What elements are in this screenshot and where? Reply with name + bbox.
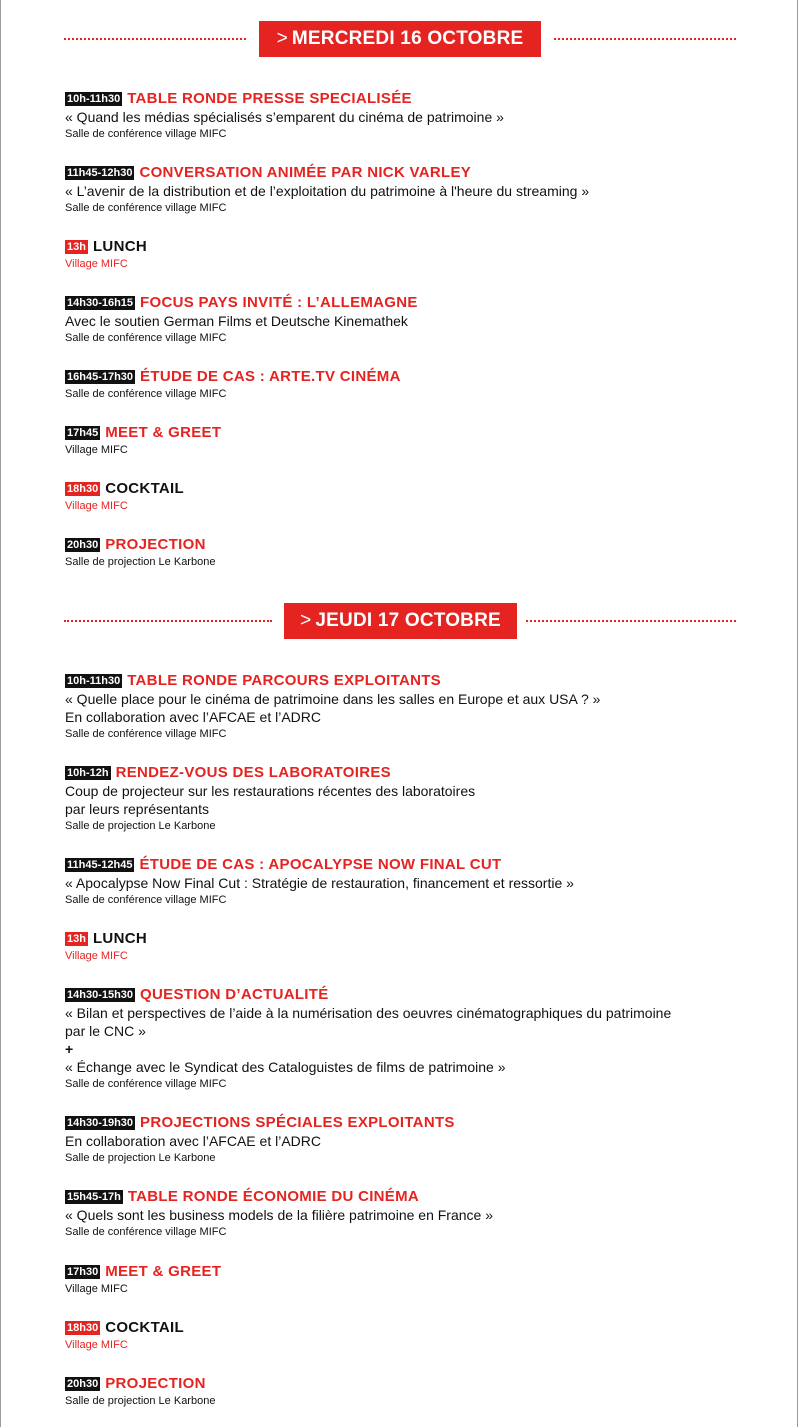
event-description: « L’avenir de la distribution et de l’exploitation du patrimoine à l'heure du streaming »: [65, 183, 590, 199]
event-location: Salle de conférence village MIFC: [65, 128, 227, 140]
event-location: Salle de projection Le Karbone: [65, 556, 216, 568]
event-description: Avec le soutien German Films et Deutsche Kinemathek: [65, 313, 408, 329]
schedule-item: [65, 89, 735, 142]
schedule-item: [65, 1374, 735, 1409]
dotted-rule-left: [64, 38, 246, 40]
event-description: En collaboration avec l’AFCAE et l’ADRC: [65, 709, 321, 725]
event-location: Salle de conférence village MIFC: [65, 332, 227, 344]
event-location: Salle de conférence village MIFC: [65, 1226, 227, 1238]
event-location: Village MIFC: [65, 258, 128, 270]
event-title: COCKTAIL: [105, 480, 184, 497]
event-description: « Quelle place pour le cinéma de patrimoine dans les salles en Europe et aux USA ? »: [65, 691, 601, 707]
event-location: Salle de conférence village MIFC: [65, 894, 227, 906]
time-badge: 13h: [67, 932, 86, 945]
schedule-item: [65, 423, 735, 458]
time-badge: 20h30: [67, 1377, 99, 1390]
time-badge: 18h30: [67, 482, 99, 495]
time-badge: 20h30: [67, 538, 99, 551]
time-badge: 11h45-12h30: [67, 166, 133, 179]
event-title: TABLE RONDE PARCOURS EXPLOITANTS: [127, 672, 441, 689]
day-header-mercredi: [64, 21, 736, 57]
event-title: MEET & GREET: [105, 424, 222, 441]
time-badge: 11h45-12h45: [67, 858, 133, 871]
event-location: Salle de conférence village MIFC: [65, 1078, 227, 1090]
time-badge: 10h-12h: [67, 766, 109, 779]
event-location: Village MIFC: [65, 1283, 128, 1295]
event-description: par leurs représentants: [65, 801, 209, 817]
event-title: PROJECTION: [105, 536, 206, 553]
event-location: Village MIFC: [65, 950, 128, 962]
schedule-item: [65, 1187, 735, 1240]
event-title: ÉTUDE DE CAS : ARTE.TV CINÉMA: [140, 368, 401, 385]
chevron-right-icon: >: [300, 610, 312, 631]
event-title: LUNCH: [92, 238, 147, 255]
schedule-item: [65, 479, 735, 514]
event-description: « Quand les médias spécialisés s’emparent du cinéma de patrimoine »: [65, 109, 504, 125]
schedule-item: [65, 367, 735, 402]
event-description: Coup de projecteur sur les restaurations récentes des laboratoires: [65, 783, 476, 799]
schedule-item: [65, 1262, 735, 1297]
schedule-item: [65, 1318, 735, 1353]
schedule-item: [65, 163, 735, 216]
event-location: Salle de conférence village MIFC: [65, 388, 227, 400]
event-location: Salle de conférence village MIFC: [65, 728, 227, 740]
schedule-item: [65, 237, 735, 272]
event-title: PROJECTIONS SPÉCIALES EXPLOITANTS: [140, 1114, 455, 1131]
event-title: FOCUS PAYS INVITÉ : L’ALLEMAGNE: [140, 294, 418, 311]
event-location: Salle de conférence village MIFC: [65, 202, 227, 214]
dotted-rule-right: [526, 620, 736, 622]
event-description: par le CNC »: [65, 1023, 146, 1039]
event-description: « Échange avec le Syndicat des Cataloguistes de films de patrimoine »: [65, 1059, 506, 1075]
time-badge: 16h45-17h30: [67, 370, 134, 383]
time-badge: 17h45: [67, 426, 99, 439]
schedule-item: [65, 929, 735, 964]
schedule-item: [65, 293, 735, 346]
time-badge: 14h30-16h15: [67, 296, 134, 309]
day-label: > MERCREDI 16 OCTOBRE: [259, 21, 541, 57]
schedule-item: [65, 855, 735, 908]
time-badge: 10h-11h30: [67, 92, 121, 105]
event-title: TABLE RONDE PRESSE SPECIALISÉE: [127, 90, 412, 107]
event-title: QUESTION D’ACTUALITÉ: [140, 986, 329, 1003]
time-badge: 14h30-15h30: [67, 988, 134, 1001]
event-title: COCKTAIL: [105, 1319, 184, 1336]
event-description: « Bilan et perspectives de l’aide à la numérisation des oeuvres cinématographiques du patrimoine: [65, 1005, 672, 1021]
dotted-rule-right: [554, 38, 736, 40]
event-location: Salle de projection Le Karbone: [65, 820, 216, 832]
event-title: MEET & GREET: [105, 1263, 222, 1280]
plus-separator: +: [65, 1041, 74, 1057]
time-badge: 15h45-17h: [67, 1190, 121, 1203]
schedule-item: [65, 1113, 735, 1166]
day-label: > JEUDI 17 OCTOBRE: [284, 603, 517, 639]
event-description: « Apocalypse Now Final Cut : Stratégie de restauration, financement et ressortie »: [65, 875, 574, 891]
chevron-right-icon: >: [276, 28, 288, 49]
time-badge: 14h30-19h30: [67, 1116, 134, 1129]
schedule-item: [65, 985, 735, 1092]
event-description: En collaboration avec l’AFCAE et l’ADRC: [65, 1133, 321, 1149]
time-badge: 17h30: [67, 1265, 99, 1278]
event-description: « Quels sont les business models de la filière patrimoine en France »: [65, 1207, 493, 1223]
event-location: Village MIFC: [65, 500, 128, 512]
event-location: Village MIFC: [65, 1339, 128, 1351]
event-location: Village MIFC: [65, 444, 128, 456]
time-badge: 18h30: [67, 1321, 99, 1334]
time-badge: 13h: [67, 240, 86, 253]
time-badge: 10h-11h30: [67, 674, 121, 687]
event-title: ÉTUDE DE CAS : APOCALYPSE NOW FINAL CUT: [139, 856, 502, 873]
event-title: TABLE RONDE ÉCONOMIE DU CINÉMA: [127, 1188, 420, 1205]
event-location: Salle de projection Le Karbone: [65, 1152, 216, 1164]
schedule-item: [65, 763, 735, 834]
event-title: RENDEZ-VOUS DES LABORATOIRES: [115, 764, 391, 781]
schedule-item: [65, 535, 735, 570]
event-title: LUNCH: [92, 930, 147, 947]
schedule-item: [65, 671, 735, 742]
event-title: PROJECTION: [105, 1375, 206, 1392]
dotted-rule-left: [64, 620, 272, 622]
event-location: Salle de projection Le Karbone: [65, 1395, 216, 1407]
event-title: CONVERSATION ANIMÉE PAR NICK VARLEY: [139, 164, 472, 181]
day-header-jeudi: [64, 603, 736, 639]
